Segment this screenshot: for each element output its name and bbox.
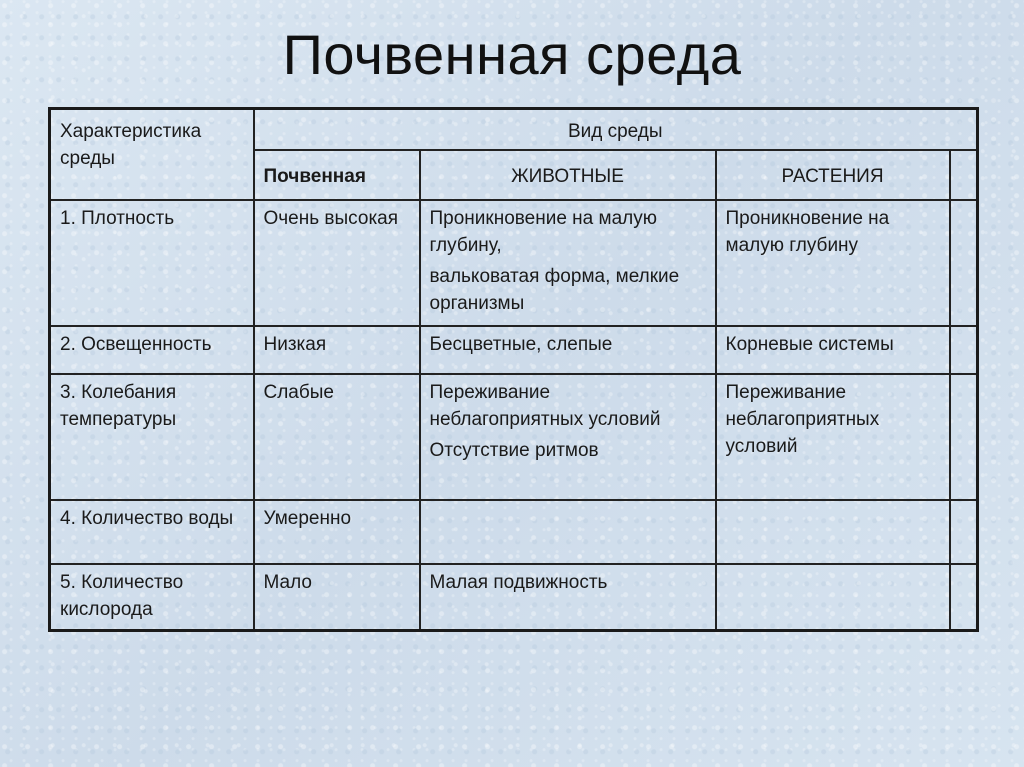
cell-empty [950,326,978,374]
cell-animals [420,200,716,326]
cell-plants [716,200,950,326]
cell-animals [420,564,716,630]
table-row [50,564,978,630]
table-row [50,200,978,326]
cell-characteristic: 2. Освещенность [50,326,254,374]
header-animals: ЖИВОТНЫЕ [420,150,716,200]
animals-text: Переживание неблагоприятных условий [429,382,661,430]
cell-empty [950,200,978,326]
animals-text: Малая подвижность [429,572,608,593]
table-row [50,326,978,374]
cell-animals [420,326,716,374]
cell-plants [716,374,950,500]
cell-soil: Слабые [254,374,420,500]
cell-empty [950,374,978,500]
header-empty-cell [950,150,978,200]
cell-animals [420,374,716,500]
cell-characteristic: 4. Количество воды [50,500,254,564]
cell-soil: Очень высокая [254,200,420,326]
header-plants: РАСТЕНИЯ [716,150,950,200]
environment-table [48,107,979,632]
cell-soil: Умеренно [254,500,420,564]
cell-plants [716,564,950,630]
header-environment-kind: Вид среды [254,109,978,151]
cell-characteristic: 3. Колебания температуры [50,374,254,500]
cell-soil: Низкая [254,326,420,374]
header-characteristic: Характеристика среды [50,109,254,201]
animals-text: вальковатая форма, мелкие организмы [429,266,680,314]
cell-animals [420,500,716,564]
cell-soil: Мало [254,564,420,630]
table-row [50,500,978,564]
header-soil: Почвенная [254,150,420,200]
animals-text: Проникновение на малую глубину, [429,208,657,256]
table-header-row [50,109,978,151]
cell-characteristic: 5. Количество кислорода [50,564,254,630]
plants-text: Проникновение на малую глубину [725,208,890,256]
cell-plants [716,500,950,564]
cell-empty [950,500,978,564]
plants-text: Переживание неблагоприятных условий [725,382,880,457]
animals-text: Бесцветные, слепые [429,334,613,355]
animals-text: Отсутствие ритмов [429,440,599,461]
table-row [50,374,978,500]
cell-characteristic: 1. Плотность [50,200,254,326]
cell-plants [716,326,950,374]
plants-text: Корневые системы [725,334,894,355]
cell-empty [950,564,978,630]
slide-title: Почвенная среда [282,23,742,86]
